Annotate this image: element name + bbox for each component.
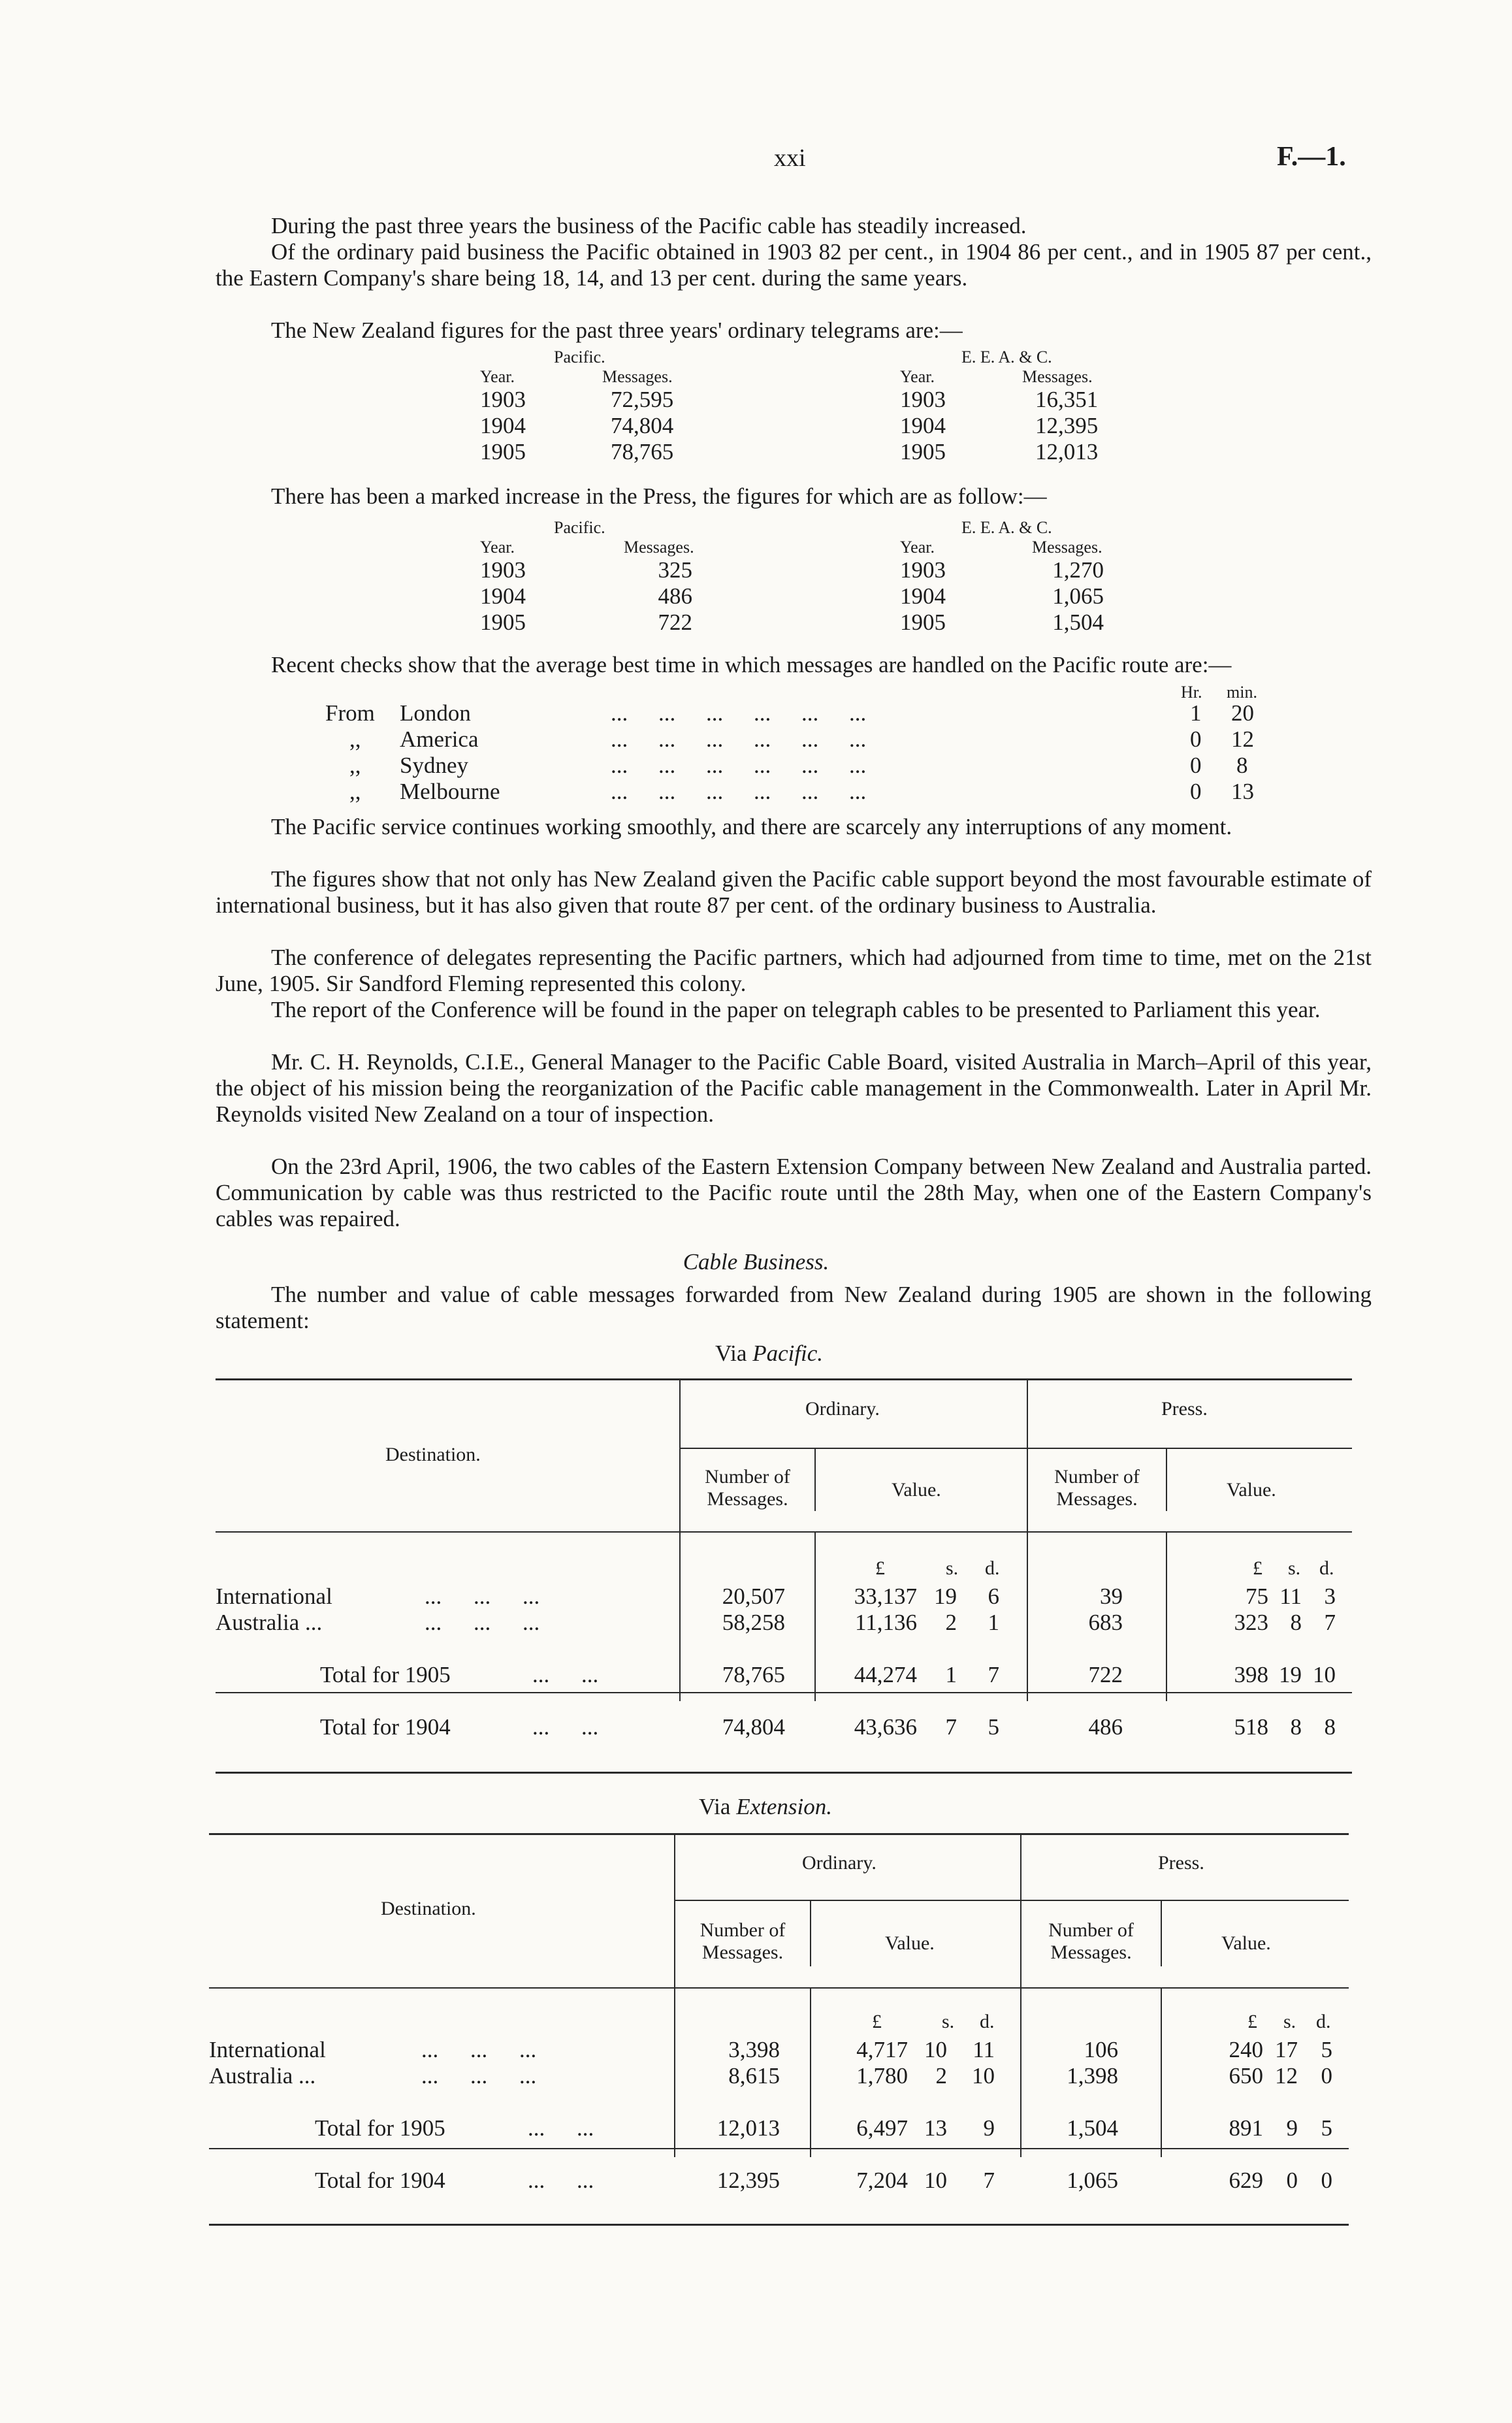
unit-shilling: s. [1288,1557,1301,1579]
eea-label: E. E. A. & C. [961,348,1052,366]
rule [1161,1901,1162,1966]
unit-shilling: s. [946,1557,959,1579]
rule [209,2224,1349,2226]
ordinary-number: 3,398 [728,2037,780,2062]
year-cell: 1904 [900,583,946,609]
ordinary-pence: 9 [983,2115,995,2141]
col-number-of-messages [675,1919,810,1964]
label-messages: Messages. [701,1942,784,1963]
intro-paragraph-1: During the past three years the business of the Pacific cable has steadily increased. [271,213,1027,238]
leader-dots: ... ... [532,1714,599,1740]
time-hr: 1 [1190,700,1202,726]
press-number: 683 [1088,1610,1123,1635]
ordinary-pounds: 4,717 [856,2037,908,2062]
press-shillings: 17 [1275,2037,1298,2062]
messages-label: Messages. [1032,538,1102,557]
press-pounds: 629 [1229,2168,1263,2193]
col-number-of-messages [1028,1466,1166,1510]
time-place: America [400,726,479,752]
col-ordinary: Ordinary. [805,1398,880,1420]
ordinary-pounds: 1,780 [856,2063,908,2089]
ordinary-pounds: 6,497 [856,2115,908,2141]
ordinary-pence: 10 [972,2063,995,2089]
ordinary-pence: 1 [988,1610,999,1635]
press-pence: 7 [1324,1610,1336,1635]
time-prefix: ,, [349,753,361,778]
ordinary-pounds: 11,136 [855,1610,917,1635]
eea-label: E. E. A. & C. [961,518,1052,537]
ordinary-pounds: 33,137 [854,1584,917,1609]
ordinary-pence: 7 [988,1662,999,1687]
press-number: 1,065 [1067,2168,1118,2193]
rule [1166,1449,1167,1511]
ordinary-number: 58,258 [722,1610,785,1635]
ordinary-shillings: 1 [945,1662,957,1687]
leader-dots: ... ... ... ... ... ... [611,779,867,804]
table-caption [715,1341,823,1367]
row-destination: Total for 1905 [315,2115,445,2141]
row-destination: International [216,1584,332,1609]
ordinary-shillings: 10 [924,2037,947,2062]
year-cell: 1905 [900,439,946,464]
messages-cell: 325 [658,557,692,583]
unit-pound: £ [1253,1557,1263,1579]
ordinary-number: 20,507 [722,1584,785,1609]
paragraph-conference: The conference of delegates representing the Pacific partners, which had adjourned from time to time, met on the 21st June, 1905. Sir Sandford Fleming represented this colony. [216,945,1372,996]
via-word: Via [699,1794,731,1819]
ordinary-number: 8,615 [728,2063,780,2089]
checks-intro: Recent checks show that the average best time in which messages are handled on the Pacific route are:— [271,652,1232,677]
rule [209,1833,1349,1835]
press-pounds: 75 [1246,1584,1268,1609]
time-place: Melbourne [400,779,500,804]
press-shillings: 19 [1279,1662,1302,1687]
rule [675,1900,1349,1901]
ordinary-shillings: 2 [945,1610,957,1635]
time-hr: 0 [1190,726,1202,752]
col-value: Value. [885,1932,935,1954]
section-title: Cable Business. [683,1249,829,1275]
press-shillings: 0 [1286,2168,1298,2193]
unit-pence: d. [985,1557,1000,1579]
year-cell: 1903 [900,387,946,412]
press-pounds: 323 [1234,1610,1268,1635]
time-prefix: ,, [349,779,361,804]
row-destination: International [209,2037,326,2062]
year-label: Year. [480,367,515,386]
year-cell: 1904 [900,413,946,438]
time-place: London [400,700,471,726]
intro-paragraph-3: The New Zealand figures for the past three years' ordinary telegrams are:— [271,317,963,343]
rule [216,1378,1352,1380]
ordinary-pounds: 43,636 [854,1714,917,1740]
year-label: Year. [480,538,515,557]
leader-dots: ... ... ... ... ... ... [611,726,867,752]
messages-label: Messages. [624,538,694,557]
year-cell: 1903 [480,557,526,583]
press-shillings: 8 [1290,1714,1302,1740]
messages-cell: 72,595 [611,387,674,412]
ordinary-shillings: 2 [935,2063,947,2089]
unit-pound: £ [872,2011,882,2032]
table-caption [699,1794,832,1820]
messages-cell: 78,765 [611,439,674,464]
time-hr: 0 [1190,753,1202,778]
press-number: 106 [1084,2037,1118,2062]
via-word: Via [715,1341,747,1366]
row-destination: Australia ... [216,1610,323,1635]
col-number-of-messages [681,1466,814,1510]
leader-dots: ... ... [532,1662,599,1687]
unit-pence: d. [980,2011,995,2032]
ordinary-number: 12,395 [716,2168,780,2193]
time-min: 12 [1231,726,1254,752]
ordinary-pence: 7 [983,2168,995,2193]
messages-cell: 486 [658,583,692,609]
col-destination: Destination. [381,1898,476,1919]
messages-cell: 1,065 [1052,583,1104,609]
press-pence: 0 [1321,2168,1332,2193]
press-shillings: 8 [1290,1610,1302,1635]
rule [216,1692,1352,1693]
ordinary-shillings: 19 [934,1584,957,1609]
leader-dots: ... ... [528,2168,594,2193]
label-messages: Messages. [1056,1488,1138,1510]
paragraph-reynolds: Mr. C. H. Reynolds, C.I.E., General Manager to the Pacific Cable Board, visited Australia in March–April of this year, the object of his mission being the reorganization of the Pacific cable management in the Commonwealth. Later in April Mr. Reynolds visited New Zealand on a tour of inspection. [216,1049,1372,1127]
route-name: Pacific. [752,1341,824,1366]
year-label: Year. [900,538,935,557]
ordinary-number: 78,765 [722,1662,785,1687]
press-pence: 8 [1324,1714,1336,1740]
row-destination: Total for 1904 [315,2168,445,2193]
col-ordinary: Ordinary. [802,1852,877,1874]
leader-dots: ... ... ... [421,2037,537,2062]
press-shillings: 11 [1279,1584,1302,1609]
messages-label: Messages. [602,367,673,386]
year-cell: 1903 [480,387,526,412]
col-value: Value. [1227,1479,1276,1501]
press-number: 722 [1088,1662,1123,1687]
label-number-of: Number of [1054,1466,1140,1488]
press-pence: 0 [1321,2063,1332,2089]
year-cell: 1903 [900,557,946,583]
year-cell: 1905 [480,439,526,464]
year-label: Year. [900,367,935,386]
press-number: 486 [1088,1714,1123,1740]
cable-business-intro: The number and value of cable messages forwarded from New Zealand during 1905 are shown in the following statement: [216,1282,1372,1333]
messages-cell: 1,504 [1052,610,1104,635]
press-pence: 5 [1321,2037,1332,2062]
ordinary-pence: 5 [988,1714,999,1740]
rule [216,1531,1352,1533]
messages-cell: 12,395 [1035,413,1099,438]
rule [209,2148,1349,2149]
press-number: 39 [1100,1584,1123,1609]
year-cell: 1904 [480,413,526,438]
press-shillings: 12 [1275,2063,1298,2089]
report-code: F.—1. [1277,142,1346,172]
label-number-of: Number of [700,1919,786,1941]
messages-cell: 722 [658,610,692,635]
press-pounds: 891 [1229,2115,1263,2141]
press-pence: 10 [1313,1662,1336,1687]
leader-dots: ... ... ... ... ... ... [611,700,867,726]
ordinary-number: 74,804 [722,1714,785,1740]
press-number: 1,398 [1067,2063,1118,2089]
press-pence: 5 [1321,2115,1332,2141]
year-cell: 1905 [480,610,526,635]
col-press: Press. [1158,1852,1204,1874]
row-destination: Total for 1905 [320,1662,451,1687]
col-press: Press. [1161,1398,1208,1420]
col-destination: Destination. [385,1444,481,1465]
paragraph-report: The report of the Conference will be found in the paper on telegraph cables to be presented to Parliament this year. [271,997,1321,1022]
min-label: min. [1227,683,1257,702]
label-messages: Messages. [707,1488,788,1510]
press-shillings: 9 [1286,2115,1298,2141]
leader-dots: ... ... ... [421,2063,537,2089]
unit-pence: d. [1319,1557,1334,1579]
time-min: 13 [1231,779,1254,804]
unit-pence: d. [1316,2011,1331,2032]
unit-shilling: s. [942,2011,955,2032]
hr-label: Hr. [1181,683,1202,702]
rule [814,1449,816,1511]
year-cell: 1905 [900,610,946,635]
col-number-of-messages [1021,1919,1161,1964]
col-value: Value. [1221,1932,1271,1954]
ordinary-pounds: 44,274 [854,1662,917,1687]
unit-shilling: s. [1283,2011,1296,2032]
press-number: 1,504 [1067,2115,1118,2141]
label-number-of: Number of [1048,1919,1134,1941]
ordinary-pounds: 7,204 [856,2168,908,2193]
leader-dots: ... ... ... [425,1584,540,1609]
time-min: 20 [1231,700,1254,726]
press-pounds: 518 [1234,1714,1268,1740]
ordinary-number: 12,013 [716,2115,780,2141]
route-name: Extension. [736,1794,832,1819]
messages-cell: 74,804 [611,413,674,438]
leader-dots: ... ... ... [425,1610,540,1635]
time-hr: 0 [1190,779,1202,804]
rule [216,1772,1352,1774]
row-destination: Total for 1904 [320,1714,451,1740]
messages-cell: 16,351 [1035,387,1099,412]
ordinary-shillings: 10 [924,2168,947,2193]
press-pence: 3 [1324,1584,1336,1609]
unit-pound: £ [875,1557,885,1579]
press-intro: There has been a marked increase in the Press, the figures for which are as follow:— [271,483,1047,509]
ordinary-pence: 6 [988,1584,999,1609]
press-pounds: 398 [1234,1662,1268,1687]
ordinary-shillings: 7 [945,1714,957,1740]
paragraph-cables-parted: On the 23rd April, 1906, the two cables of the Eastern Extension Company between New Zealand and Australia parted. Communication by cable was thus restricted to the Pacific route until the 28th May, when one of the Eastern Company's cables was repaired. [216,1154,1372,1231]
page-number: xxi [774,144,806,172]
rule [681,1448,1352,1449]
label-messages: Messages. [1050,1942,1132,1963]
col-value: Value. [892,1479,941,1501]
time-prefix: ,, [349,726,361,752]
unit-pound: £ [1247,2011,1257,2032]
messages-cell: 1,270 [1052,557,1104,583]
paragraph-figures: The figures show that not only has New Zealand given the Pacific cable support beyond the most favourable estimate of international business, but it has also given that route 87 per cent. of the ordinary business to Australia. [216,866,1372,918]
ordinary-shillings: 13 [924,2115,947,2141]
press-pounds: 240 [1229,2037,1263,2062]
rule [209,1987,1349,1989]
pacific-label: Pacific. [554,518,605,537]
time-min: 8 [1236,753,1248,778]
leader-dots: ... ... ... ... ... ... [611,753,867,778]
year-cell: 1904 [480,583,526,609]
paragraph-service: The Pacific service continues working smoothly, and there are scarcely any interruptions of any moment. [271,814,1232,839]
messages-cell: 12,013 [1035,439,1099,464]
messages-label: Messages. [1022,367,1093,386]
ordinary-pence: 11 [973,2037,995,2062]
pacific-label: Pacific. [554,348,605,366]
press-pounds: 650 [1229,2063,1263,2089]
time-place: Sydney [400,753,468,778]
rule [810,1901,811,1966]
row-destination: Australia ... [209,2063,316,2089]
time-prefix: From [325,700,375,726]
intro-paragraph-2: Of the ordinary paid business the Pacific obtained in 1903 82 per cent., in 1904 86 per cent., and in 1905 87 per cent., the Eastern Company's share being 18, 14, and 13 per cent. during the same years. [216,239,1372,291]
leader-dots: ... ... [528,2115,594,2141]
label-number-of: Number of [705,1466,790,1488]
